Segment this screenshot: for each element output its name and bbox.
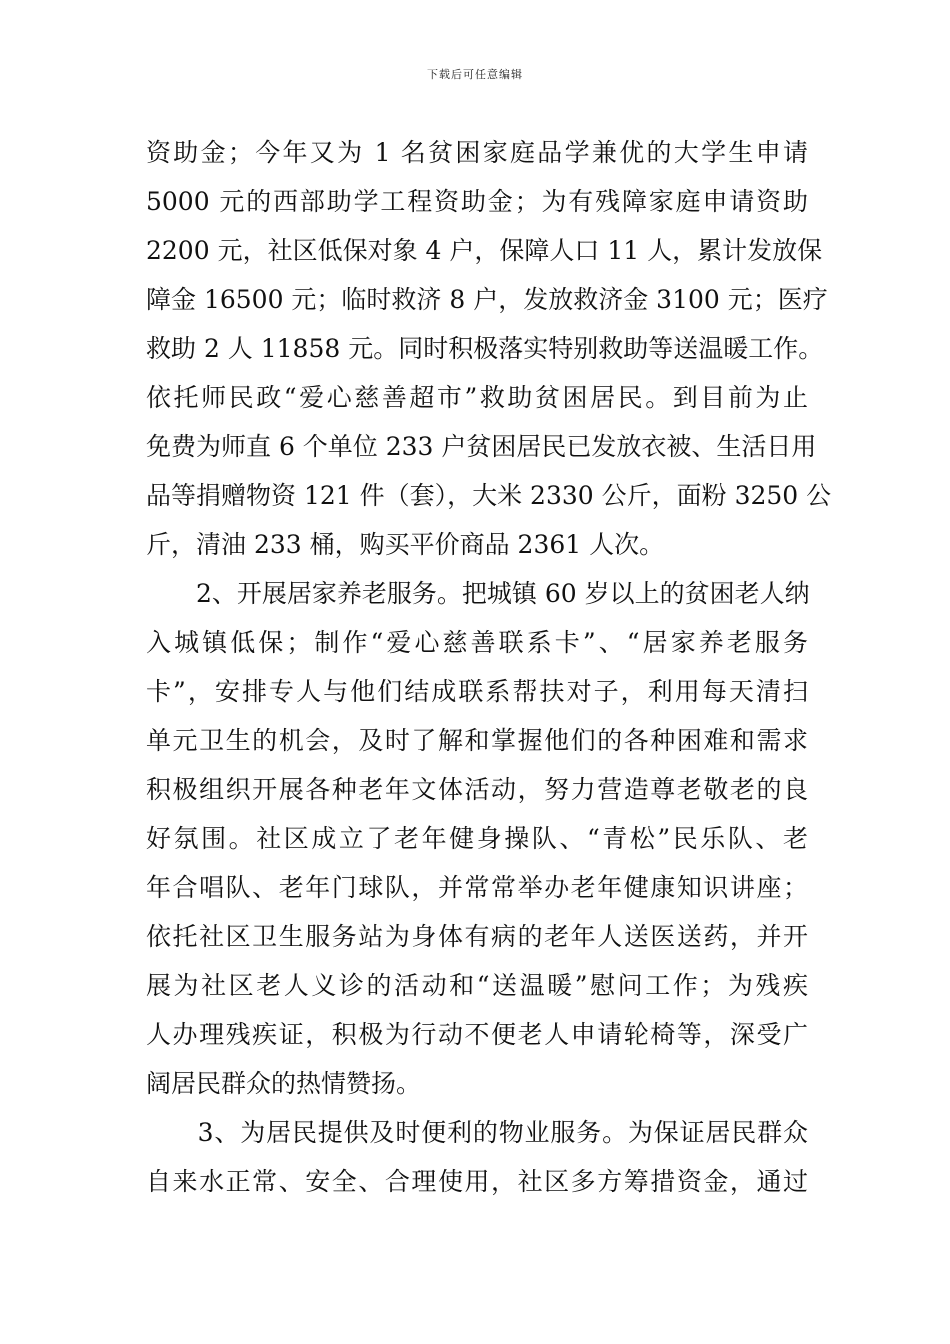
text-line: 2200 元，社区低保对象 4 户，保障人口 11 人，累计发放保 (146, 236, 823, 265)
text-line: 单元卫生的机会，及时了解和掌握他们的各种困难和需求 (146, 726, 808, 755)
text-line: 年合唱队、老年门球队，并常常举办老年健康知识讲座； (146, 873, 808, 902)
text-line: 入城镇低保；制作“爱心慈善联系卡”、“居家养老服务 (146, 628, 808, 657)
text-line: 3、为居民提供及时便利的物业服务。为保证居民群众 (146, 1118, 808, 1147)
text-line: 斤，清油 233 桶，购买平价商品 2361 人次。 (146, 530, 665, 559)
text-line: 依托师民政“爱心慈善超市”救助贫困居民。到目前为止 (146, 383, 808, 412)
text-line: 2、开展居家养老服务。把城镇 60 岁以上的贫困老人纳 (146, 579, 810, 608)
text-line: 资助金；今年又为 1 名贫困家庭品学兼优的大学生申请 (146, 138, 808, 167)
text-line: 展为社区老人义诊的活动和“送温暖”慰问工作；为残疾 (146, 971, 808, 1000)
text-line: 好氛围。社区成立了老年健身操队、“青松”民乐队、老 (146, 824, 808, 853)
text-line: 救助 2 人 11858 元。同时积极落实特别救助等送温暖工作。 (146, 334, 824, 363)
text-line: 自来水正常、安全、合理使用，社区多方筹措资金，通过 (146, 1167, 808, 1196)
text-line: 5000 元的西部助学工程资助金；为有残障家庭申请资助 (146, 187, 808, 216)
text-line: 积极组织开展各种老年文体活动，努力营造尊老敬老的良 (146, 775, 808, 804)
text-line: 阔居民群众的热情赞扬。 (146, 1069, 422, 1098)
text-line: 依托社区卫生服务站为身体有病的老年人送医送药，并开 (146, 922, 808, 951)
text-line: 障金 16500 元；临时救济 8 户，发放救济金 3100 元；医疗 (146, 285, 828, 314)
body-text (146, 128, 832, 1206)
text-line: 品等捐赠物资 121 件（套），大米 2330 公斤，面粉 3250 公 (146, 481, 832, 510)
text-line: 免费为师直 6 个单位 233 户贫困居民已发放衣被、生活日用 (146, 432, 817, 461)
text-line: 人办理残疾证，积极为行动不便老人申请轮椅等，深受广 (146, 1020, 808, 1049)
page-header: 下载后可任意编辑 (427, 68, 523, 81)
text-line: 卡”，安排专人与他们结成联系帮扶对子，利用每天清扫 (146, 677, 808, 706)
